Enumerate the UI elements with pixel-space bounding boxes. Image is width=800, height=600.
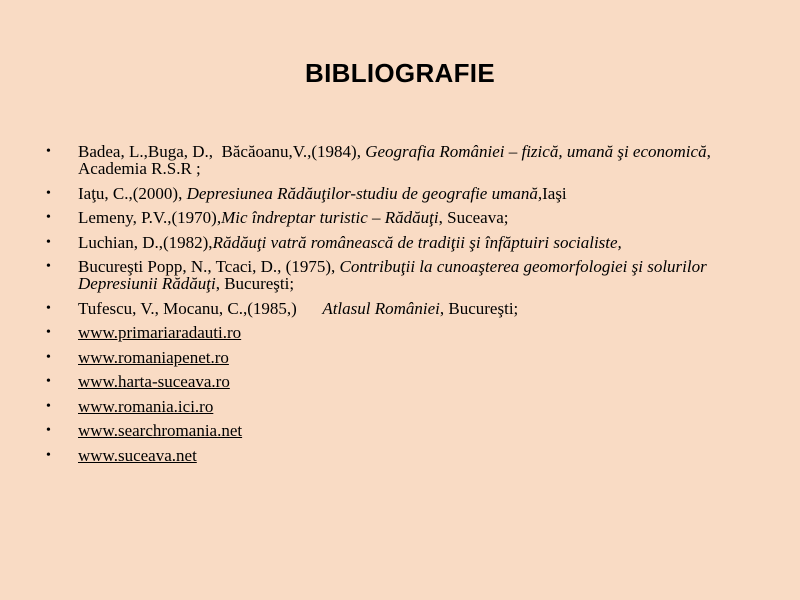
- link-item: [46, 422, 766, 439]
- link-item: [46, 373, 766, 390]
- reference-item: [46, 300, 766, 317]
- reference-authors: Luchian, D.,(1982),: [78, 232, 213, 252]
- reference-publisher: , Bucureşti;: [215, 274, 295, 293]
- reference-publisher: Iaşi: [542, 183, 567, 203]
- link-item: [46, 324, 766, 341]
- reference-item: [46, 143, 766, 177]
- bullet-icon: •: [46, 210, 51, 225]
- slide-title: BIBLIOGRAFIE: [305, 58, 495, 88]
- bullet-icon: •: [46, 447, 51, 463]
- website-link[interactable]: www.romaniapenet.ro: [78, 347, 229, 367]
- bullet-icon: •: [46, 423, 51, 438]
- bullet-icon: •: [46, 398, 51, 414]
- bibliography-list: [46, 143, 766, 471]
- link-item: [46, 349, 766, 366]
- website-link[interactable]: www.primariaradauti.ro: [78, 323, 242, 342]
- reference-publisher: , Academia R.S.R ;: [78, 142, 711, 178]
- reference-item: [46, 185, 766, 202]
- reference-title: Atlasul României: [322, 298, 440, 318]
- reference-title: Depresiunea Rădăuţilor-studiu de geografie umană,: [186, 183, 543, 203]
- bullet-icon: •: [46, 325, 51, 340]
- link-item: [46, 398, 766, 415]
- reference-title: Geografia României – fizică, umană şi economică: [365, 142, 707, 161]
- reference-title: Mic îndreptar turistic – Rădăuţi: [221, 208, 439, 227]
- reference-title: Rădăuţi vatră românească de tradiţii şi înfăptuiri socialiste,: [212, 232, 622, 252]
- reference-publisher: , Suceava;: [438, 208, 509, 227]
- reference-authors: Bucureşti Popp, N., Tcaci, D., (1975),: [78, 257, 340, 276]
- bullet-icon: •: [46, 349, 51, 365]
- bullet-icon: •: [46, 374, 51, 389]
- link-item: [46, 447, 766, 464]
- reference-title: Contribuţii la cunoaşterea geomorfologiei şi solurilor Depresiunii Rădăuţi: [78, 257, 707, 293]
- website-link[interactable]: www.searchromania.net: [78, 421, 243, 440]
- reference-item: [46, 209, 766, 226]
- reference-authors: Lemeny, P.V.,(1970),: [78, 208, 222, 227]
- reference-item: [46, 234, 766, 251]
- reference-authors: Badea, L.,Buga, D., Băcăoanu,V.,(1984),: [78, 142, 366, 161]
- bullet-icon: •: [46, 185, 51, 201]
- reference-item: [46, 258, 766, 292]
- reference-authors: Tufescu, V., Mocanu, C.,(1985,): [78, 298, 323, 318]
- reference-authors: Iaţu, C.,(2000),: [78, 183, 187, 203]
- website-link[interactable]: www.harta-suceava.ro: [78, 372, 230, 391]
- bullet-icon: •: [46, 259, 51, 274]
- website-link[interactable]: www.romania.ici.ro: [78, 396, 214, 416]
- bullet-icon: •: [46, 234, 51, 250]
- bullet-icon: •: [46, 300, 51, 316]
- reference-publisher: , Bucureşti;: [439, 298, 519, 318]
- bullet-icon: •: [46, 144, 51, 159]
- website-link[interactable]: www.suceava.net: [78, 445, 197, 465]
